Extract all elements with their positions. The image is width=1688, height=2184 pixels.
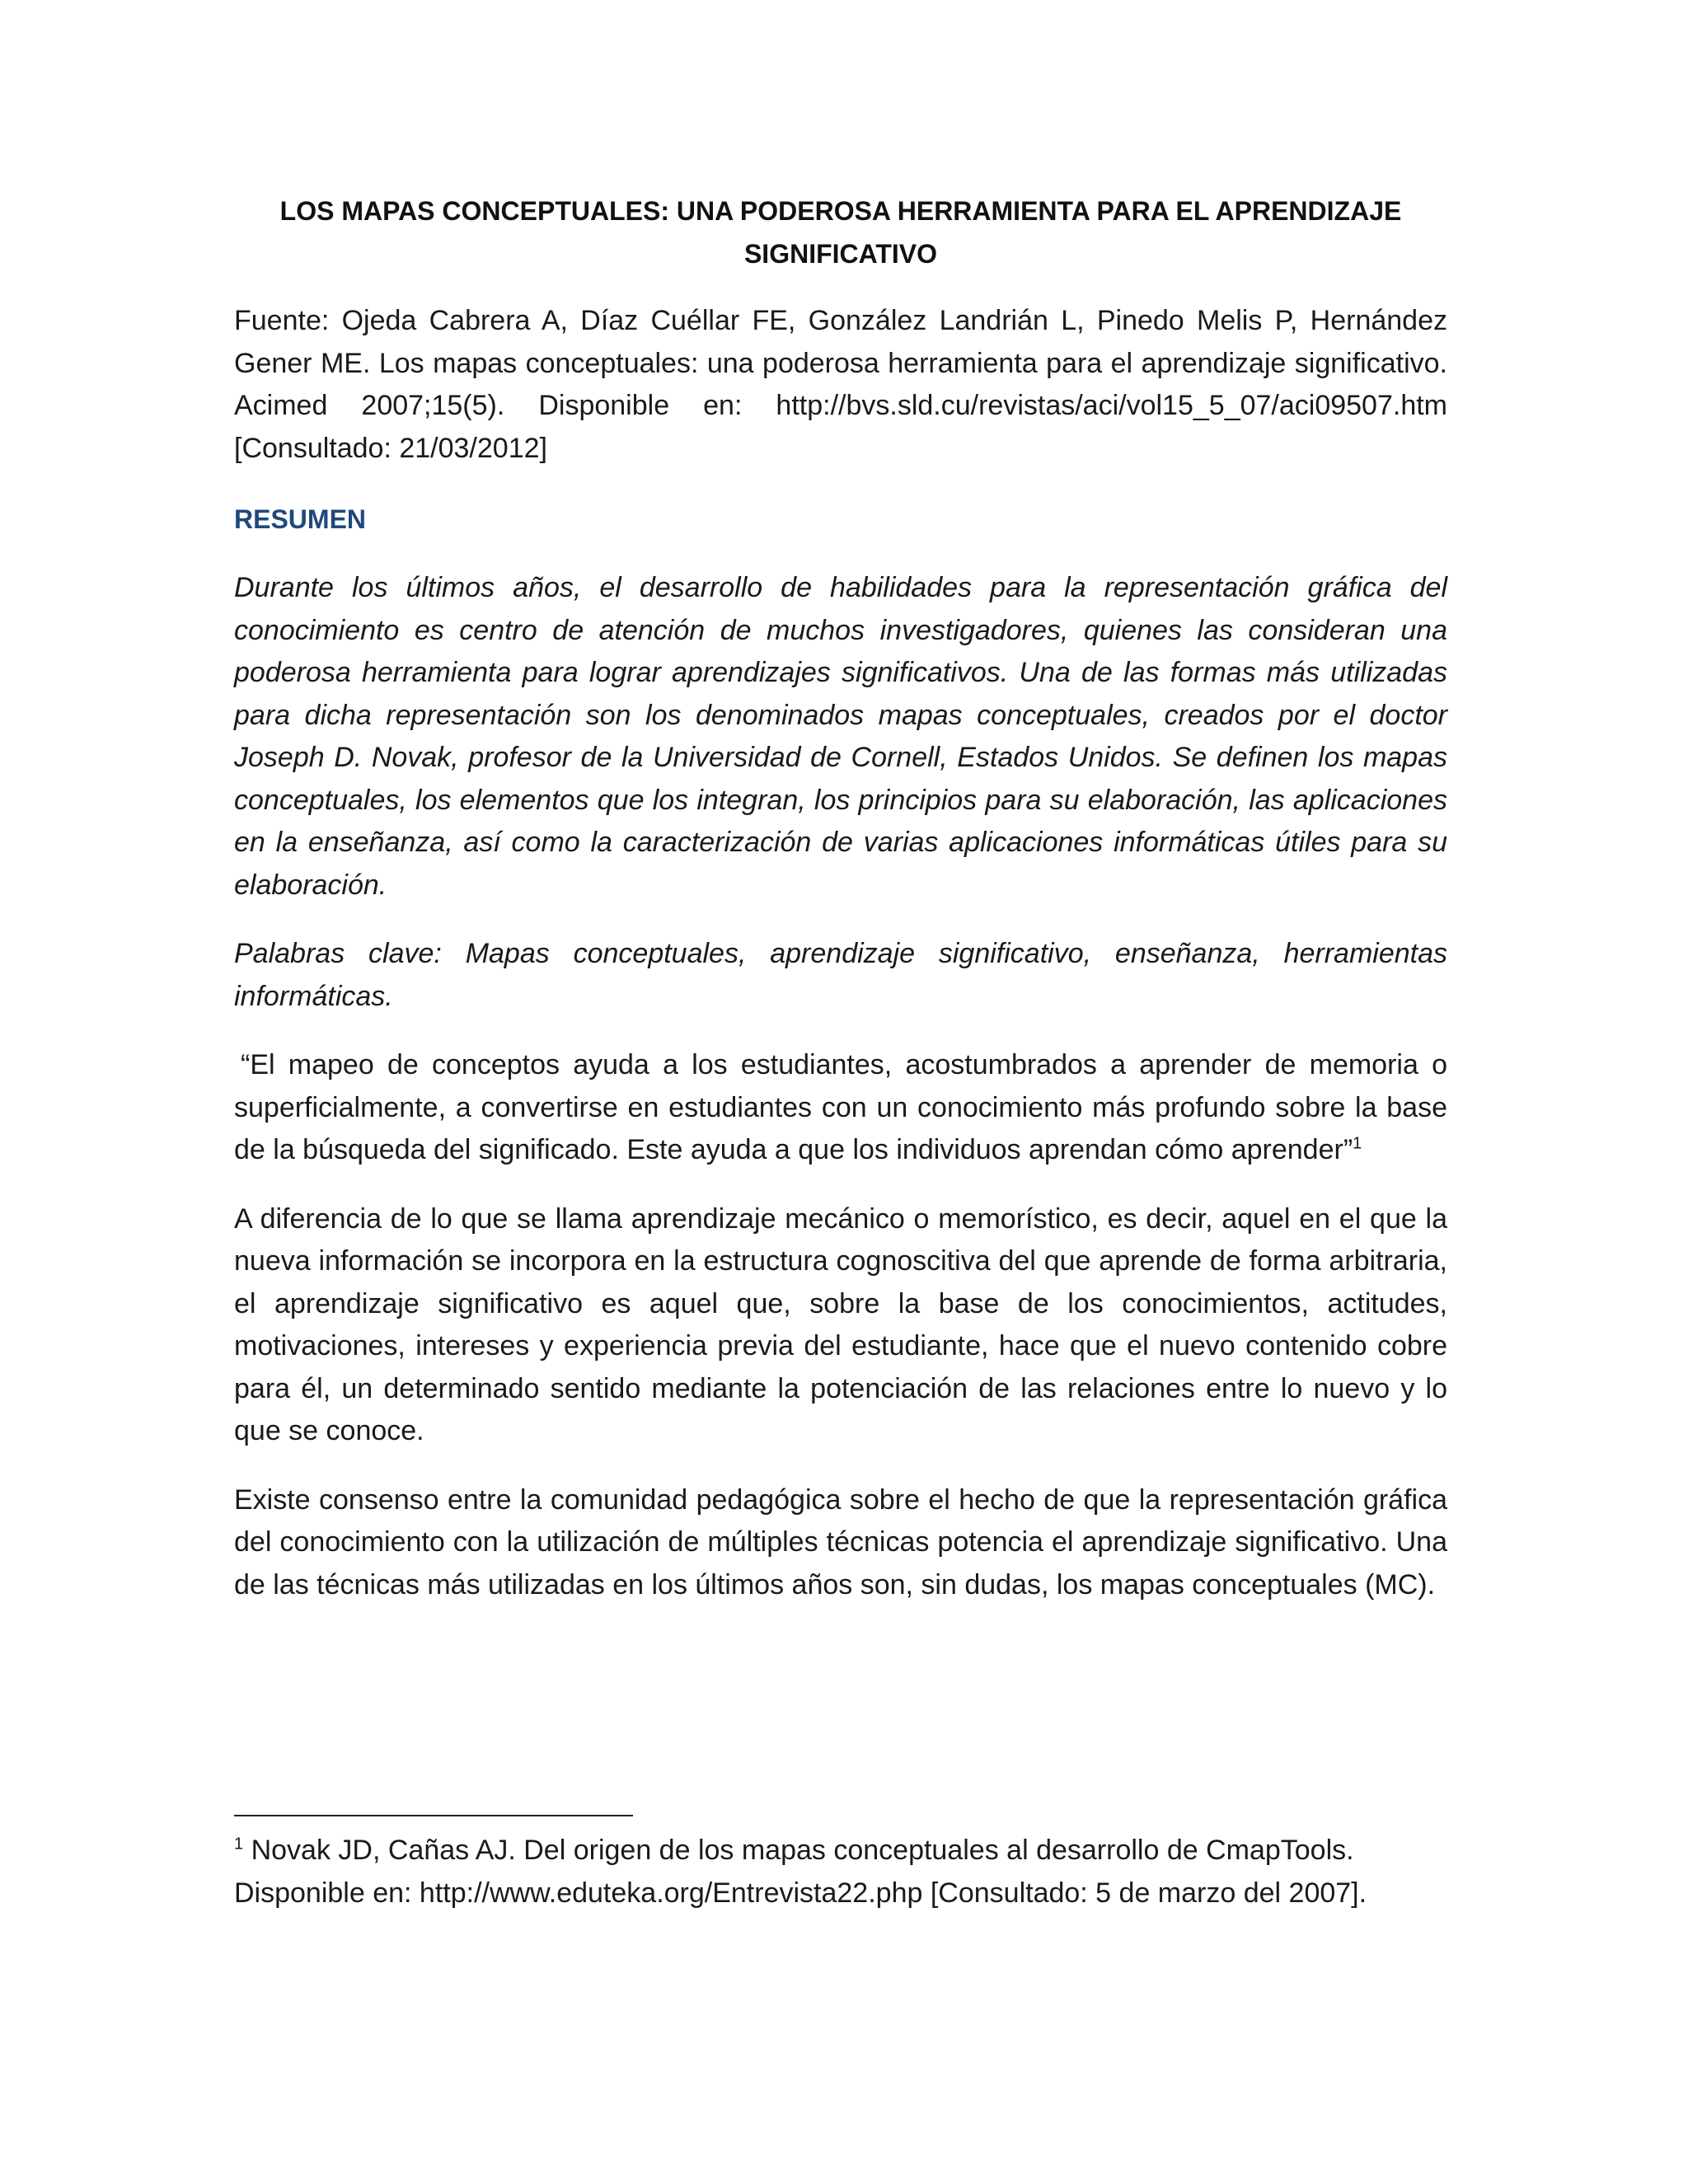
footnote <box>234 1830 1447 1915</box>
body-paragraph-2: Existe consenso entre la comunidad pedagógica sobre el hecho de que la representación gráfica del conocimiento con la utilización de múltiples técnicas potencia el aprendizaje significativo. Una de las técnicas más utilizadas en los últimos años son, sin dudas, los mapas conceptuales (MC). <box>234 1483 1447 1601</box>
footnote-reference[interactable]: 1 <box>1353 1134 1362 1153</box>
source-citation: Fuente: Ojeda Cabrera A, Díaz Cuéllar FE, González Landrián L, Pinedo Melis P, Hernández Gener ME. Los mapas conceptuales: una poderosa herramienta para el aprendizaje significativo. Acimed 2007;15(5). Disponible en: http://bvs.sld.cu/revistas/aci/vol15_5_07/aci09507.htm [Consultado: 21/03/2012] <box>234 305 1447 464</box>
abstract-text: Durante los últimos años, el desarrollo de habilidades para la representación gráfica del conocimiento es centro de atención de muchos investigadores, quienes las consideran una poderosa herramienta para lograr aprendizajes significativos. Una de las formas más utilizadas para dicha representación son los denominados mapas conceptuales, creados por el doctor Joseph D. Novak, profesor de la Universidad de Cornell, Estados Unidos. Se definen los mapas conceptuales, los elementos que los integran, los principios para su elaboración, las aplicaciones en la enseñanza, así como la caracterización de varias aplicaciones informáticas útiles para su elaboración. <box>234 572 1447 901</box>
novak-quote <box>234 1044 1447 1172</box>
keywords-text: Palabras clave: Mapas conceptuales, aprendizaje significativo, enseñanza, herramientas informáticas. <box>234 938 1447 1012</box>
quote-text: “El mapeo de conceptos ayuda a los estudiantes, acostumbrados a aprender de memoria o superficialmente, a convertirse en estudiantes con un conocimiento más profundo sobre la base de la búsqueda del significado. Este ayuda a que los individuos aprendan cómo aprender” <box>234 1049 1447 1165</box>
title-line-2: SIGNIFICATIVO <box>743 239 938 269</box>
document-title <box>234 190 1447 275</box>
document-body <box>234 190 1447 1606</box>
title-line-1: LOS MAPAS CONCEPTUALES: UNA PODEROSA HERRAMIENTA PARA EL APRENDIZAJE <box>279 196 1402 226</box>
body-paragraph-1: A diferencia de lo que se llama aprendizaje mecánico o memorístico, es decir, aquel en el que la nueva información se incorpora en la estructura cognoscitiva del que aprende de forma arbitraria, el aprendizaje significativo es aquel que, sobre la base de los conocimientos, actitudes, motivaciones, intereses y experiencia previa del estudiante, hace que el nuevo contenido cobre para él, un determinado sentido mediante la potenciación de las relaciones entre lo nuevo y lo que se conoce. <box>234 1202 1447 1446</box>
footnote-marker: 1 <box>234 1835 244 1854</box>
abstract-heading: RESUMEN <box>234 504 367 534</box>
footnote-separator <box>234 1815 633 1816</box>
footnote-text: Novak JD, Cañas AJ. Del origen de los mapas conceptuales al desarrollo de CmapTools. Disponible en: http://www.eduteka.org/Entrevista22.php [Consultado: 5 de marzo del 2007]. <box>234 1835 1367 1909</box>
